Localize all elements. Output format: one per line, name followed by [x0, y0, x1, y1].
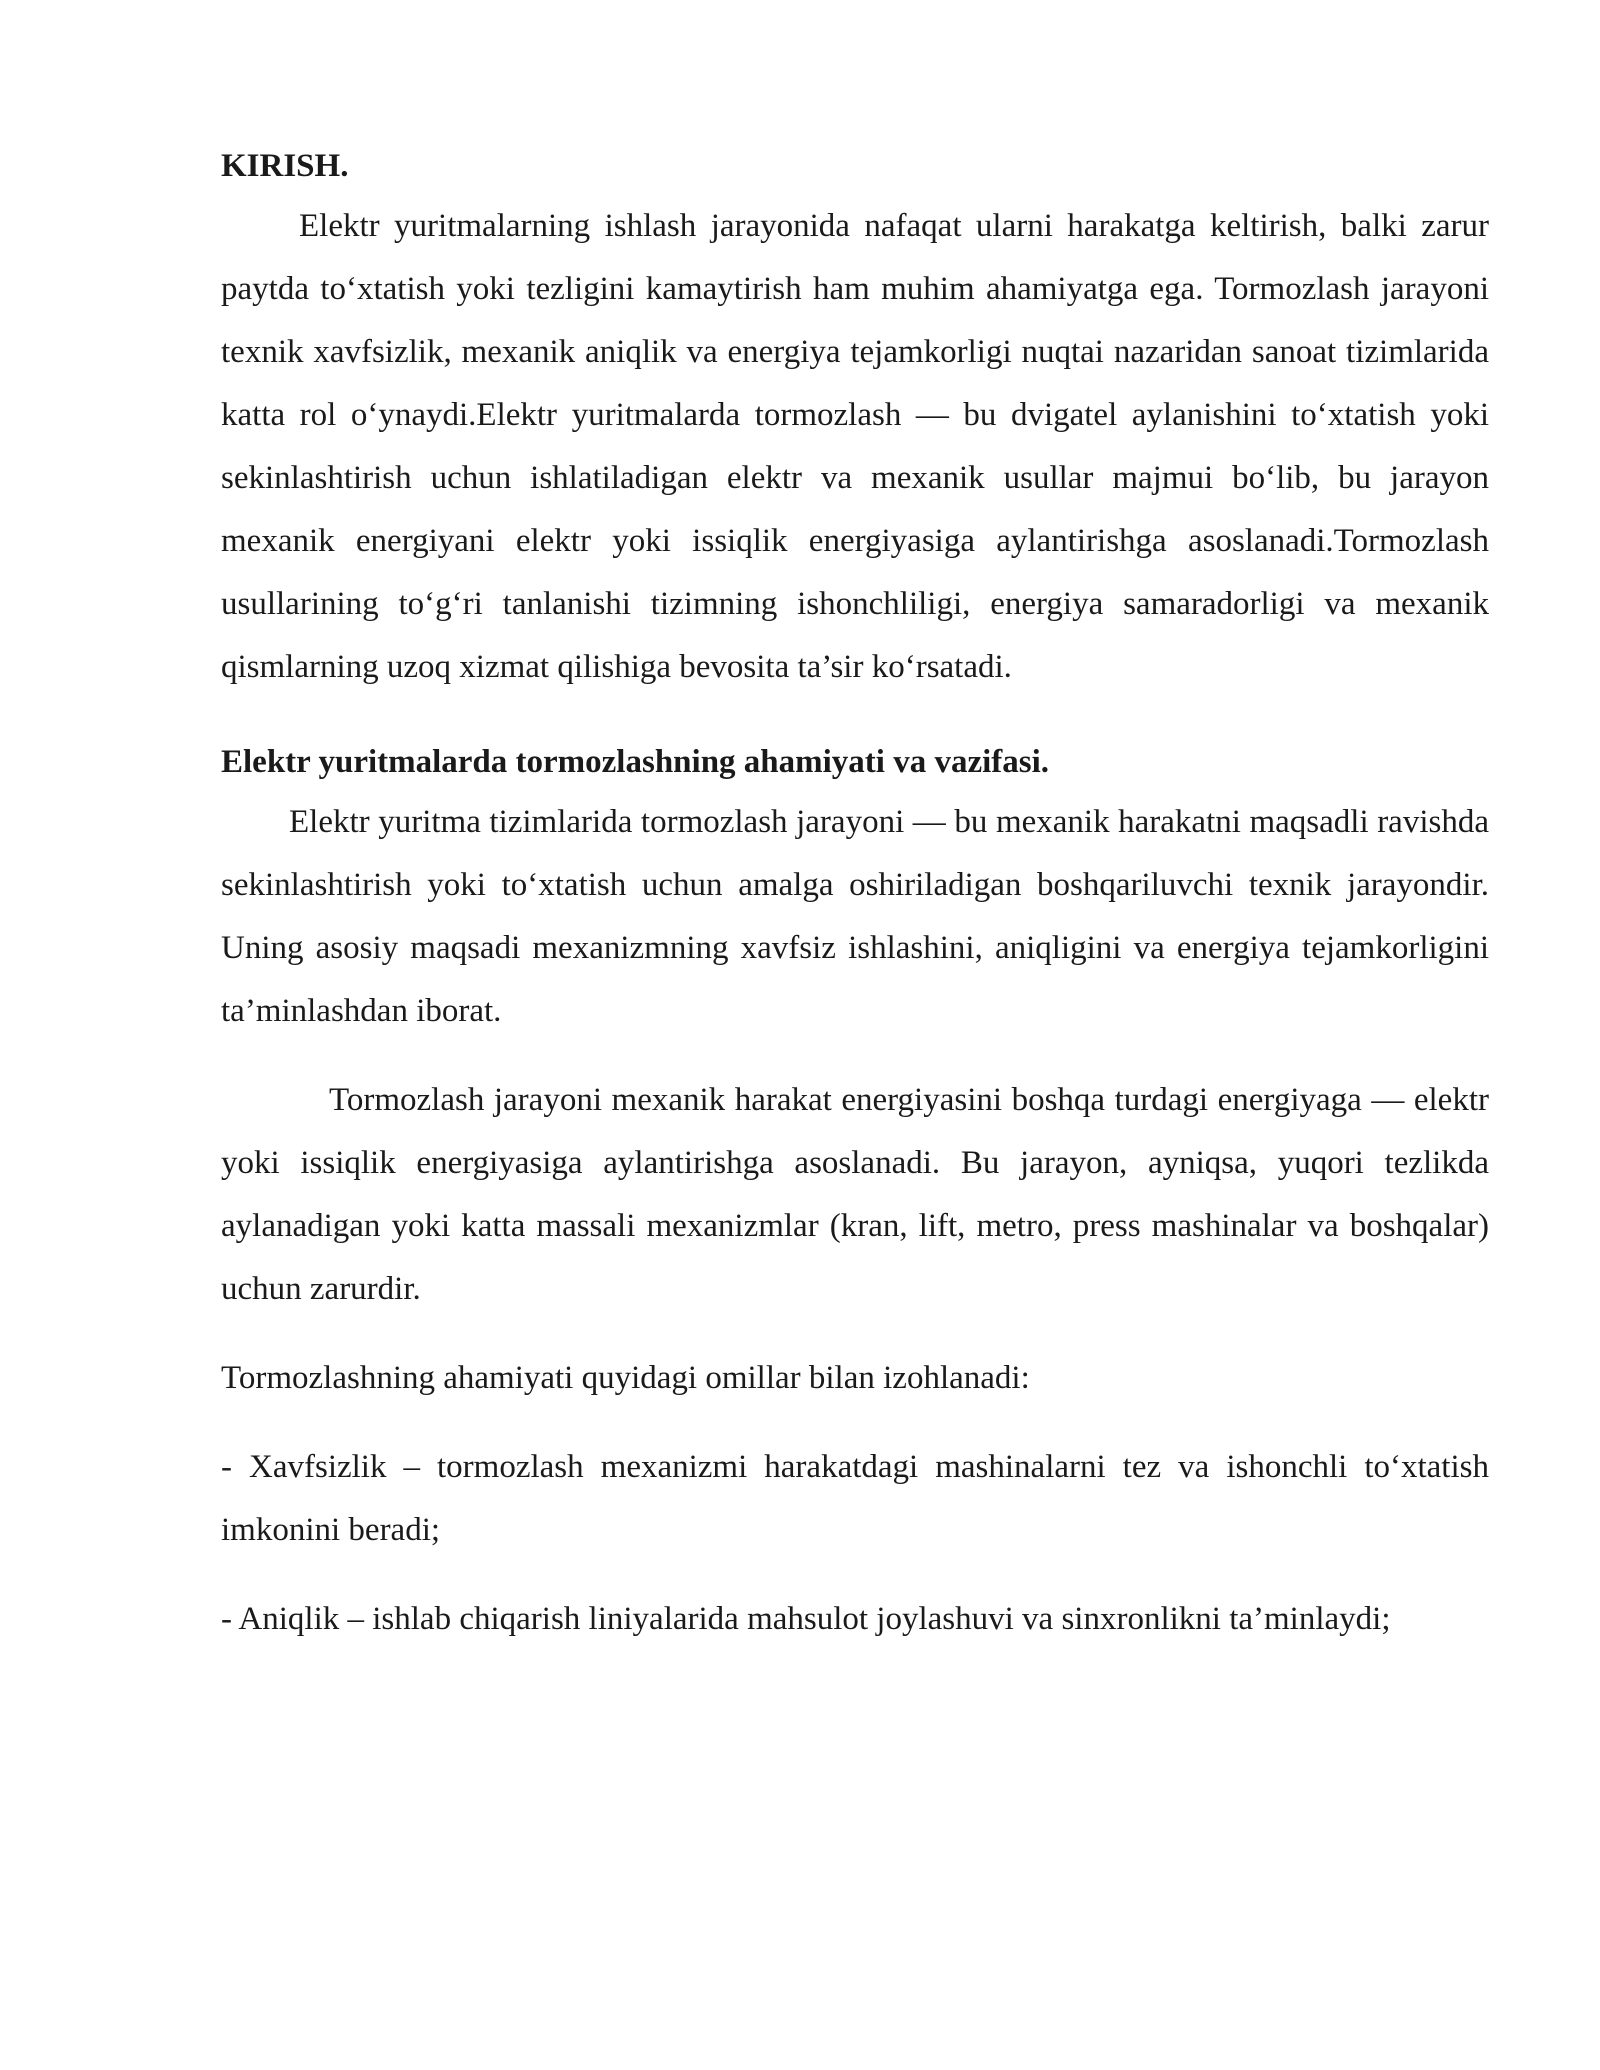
section-paragraph-1: Elektr yuritma tizimlarida tormozlash jarayoni — bu mexanik harakatni maqsadli ravishda sekinlashtirish yoki to‘xtatish uchun amalga oshiriladigan boshqariluvchi texnik jarayondir. Uning asosiy maqsadi mexanizmning xavfsiz ishlashini, aniqligini va energiya tejamkorligini ta’minlashdan iborat. [221, 804, 1489, 1029]
factors-intro: Tormozlashning ahamiyati quyidagi omillar bilan izohlanadi: [221, 1360, 1030, 1396]
document-page [221, 145, 1489, 1651]
section-heading: Elektr yuritmalarda tormozlashning ahamiyati va vazifasi. [221, 744, 1050, 780]
intro-paragraph: Elektr yuritmalarning ishlash jarayonida nafaqat ularni harakatga keltirish, balki zarur paytda to‘xtatish yoki tezligini kamaytirish ham muhim ahamiyatga ega. Tormozlash jarayoni texnik xavfsizlik, mexanik aniqlik va energiya tejamkorligi nuqtai nazaridan sanoat tizimlarida katta rol o‘ynaydi.Elektr yuritmalarda tormozlash — bu dvigatel aylanishini to‘xtatish yoki sekinlashtirish uchun ishlatiladigan elektr va mexanik usullar majmui bo‘lib, bu jarayon mexanik energiyani elektr yoki issiqlik energiyasiga aylantirishga asoslanadi.Tormozlash usullarining to‘g‘ri tanlanishi tizimning ishonchliligi, energiya samaradorligi va mexanik qismlarning uzoq xizmat qilishiga bevosita ta’sir ko‘rsatadi. [221, 208, 1489, 685]
list-item-safety: - Xavfsizlik – tormozlash mexanizmi harakatdagi mashinalarni tez va ishonchli to‘xtatish imkonini beradi; [221, 1449, 1489, 1548]
section-paragraph-2: Tormozlash jarayoni mexanik harakat energiyasini boshqa turdagi energiyaga — elektr yoki issiqlik energiyasiga aylantirishga asoslanadi. Bu jarayon, ayniqsa, yuqori tezlikda aylanadigan yoki katta massali mexanizmlar (kran, lift, metro, press mashinalar va boshqalar) uchun zarurdir. [221, 1082, 1489, 1307]
intro-heading: KIRISH. [221, 148, 349, 184]
list-item-accuracy: - Aniqlik – ishlab chiqarish liniyalarida mahsulot joylashuvi va sinxronlikni ta’minlaydi; [221, 1601, 1391, 1637]
